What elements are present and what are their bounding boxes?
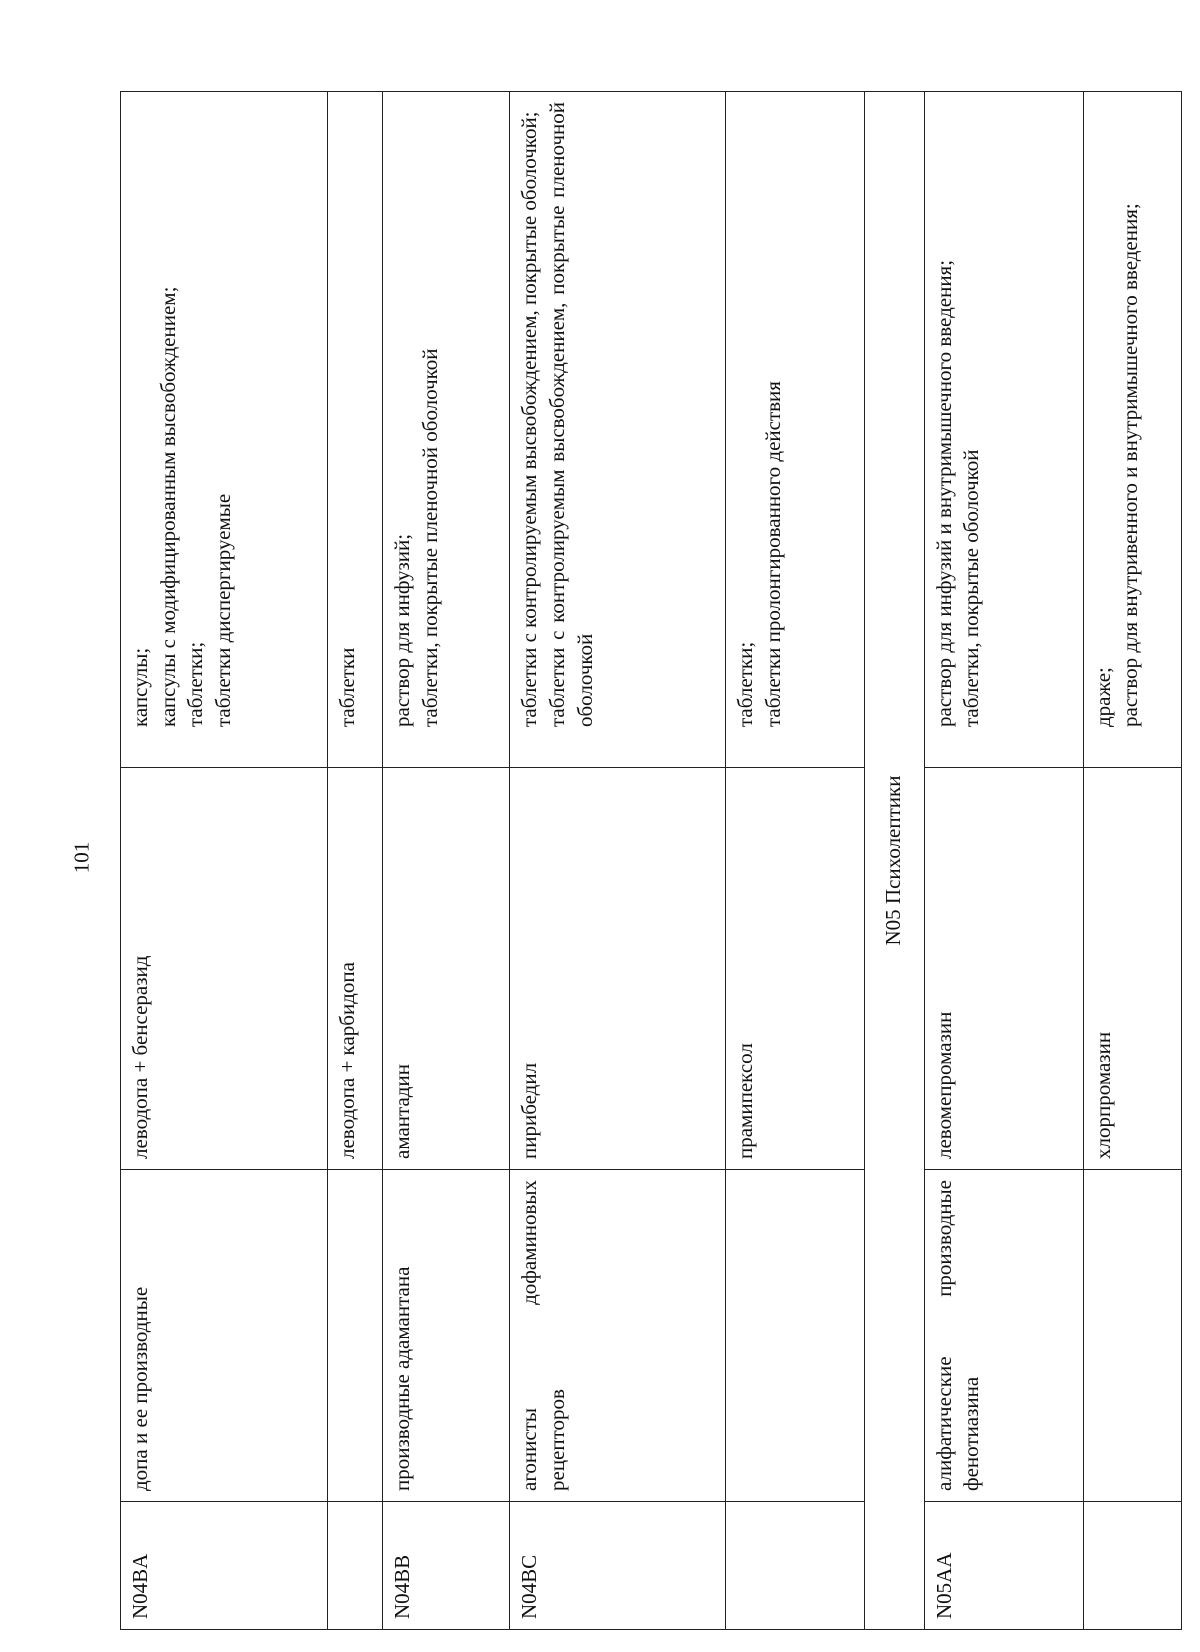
atc-code-cell: [725, 1502, 864, 1630]
atc-code-cell: N05AA: [924, 1502, 1083, 1630]
inn-cell: прамипексол: [725, 768, 864, 1170]
inn-cell: леводопа + бенсеразид: [121, 768, 328, 1170]
dosage-form-line: таблетки, покрытые оболочкой: [959, 449, 984, 727]
atc-code-cell: N04BA: [121, 1502, 328, 1630]
group-cell: производные адамантана: [382, 1170, 510, 1502]
dosage-form-line: таблетки с контролируемым высвобождением, покрытые пленочной оболочкой: [545, 102, 597, 727]
table-row: [510, 92, 726, 1630]
dosage-form-cell: [1083, 92, 1181, 768]
atc-code-cell: N04BC: [510, 1502, 726, 1630]
section-row: [864, 92, 924, 1630]
dosage-form-line: таблетки пролонгированного действия: [760, 381, 785, 727]
inn-cell: леводопа + карбидопа: [327, 768, 382, 1170]
dosage-form-line: капсулы;: [128, 647, 152, 727]
group-cell: [327, 1170, 382, 1502]
dosage-form-cell: [924, 92, 1083, 768]
atc-code-cell: N04BB: [382, 1502, 510, 1630]
inn-cell: пирибедил: [510, 768, 726, 1170]
group-cell: допа и ее производные: [121, 1170, 328, 1502]
dosage-form-line: таблетки, покрытые пленочной оболочкой: [417, 348, 442, 727]
inn-cell: левомепромазин: [924, 768, 1083, 1170]
table-row: [327, 92, 382, 1630]
dosage-form-line: таблетки;: [732, 641, 757, 727]
dosage-form-line: раствор для инфузий;: [389, 533, 414, 727]
dosage-form-line: драже;: [1090, 667, 1115, 727]
section-title: N05 Психолептики: [864, 92, 924, 1630]
dosage-form-line: таблетки с контролируемым высвобождением, покрытые оболочкой;: [517, 111, 542, 727]
dosage-form-line: таблетки;: [183, 641, 208, 727]
group-cell: агонисты дофаминовых рецепторов: [510, 1170, 726, 1502]
dosage-form-line: раствор для внутривенного и внутримышечного введения;: [1118, 203, 1143, 727]
dosage-form-line: раствор для инфузий и внутримышечного введения;: [931, 259, 956, 727]
group-cell: [1083, 1170, 1181, 1502]
table-row: [725, 92, 864, 1630]
atc-code-cell: [1083, 1502, 1181, 1630]
dosage-form-line: таблетки диспергируемые: [211, 493, 236, 727]
dosage-form-line: капсулы с модифицированным высвобождением;: [155, 286, 180, 727]
page-number: 101: [69, 841, 94, 874]
rotated-table-inner: [120, 92, 1182, 1630]
table-row: [121, 92, 328, 1630]
table-row: [1083, 92, 1181, 1630]
dosage-form-line: таблетки: [334, 647, 359, 727]
drug-table: [120, 91, 1182, 1630]
inn-cell: хлорпромазин: [1083, 768, 1181, 1170]
group-cell: алифатические производные фенотиазина: [924, 1170, 1083, 1502]
group-cell: [725, 1170, 864, 1502]
dosage-form-cell: [121, 92, 328, 768]
dosage-form-cell: [327, 92, 382, 768]
table-row: [382, 92, 510, 1630]
rotated-table-wrapper: [120, 92, 1182, 1630]
inn-cell: амантадин: [382, 768, 510, 1170]
dosage-form-cell: [725, 92, 864, 768]
dosage-form-cell: [510, 92, 726, 768]
table-row: [924, 92, 1083, 1630]
dosage-form-cell: [382, 92, 510, 768]
atc-code-cell: [327, 1502, 382, 1630]
